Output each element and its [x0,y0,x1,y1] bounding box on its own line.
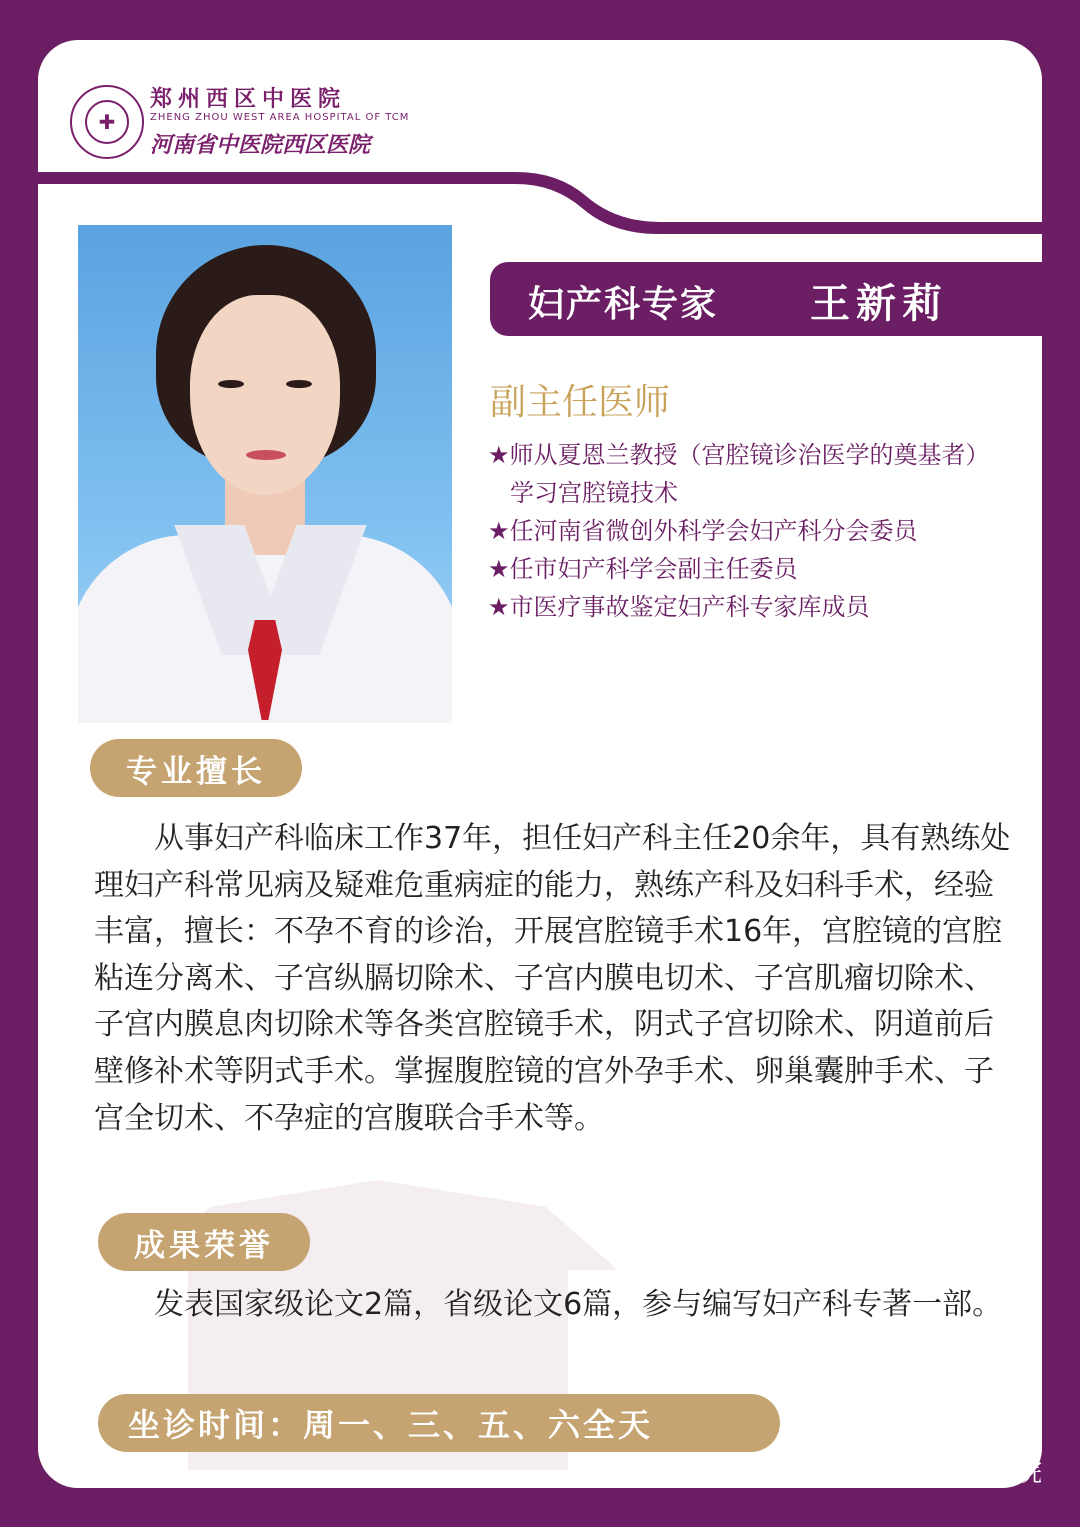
credentials-list [488,436,1038,626]
doctor-rank: 副主任医师 [490,382,671,423]
credential-item: ★市医疗事故鉴定妇产科专家库成员 [488,593,870,621]
hospital-logo [70,80,410,190]
credential-item: ★师从夏恩兰教授（宫腔镜诊治医学的奠基者） [488,441,990,469]
name-banner [490,262,1042,336]
doctor-name: 王新莉 [810,281,948,327]
achievements-heading: 成果荣誉 [98,1213,310,1271]
credential-item: ★任市妇产科学会副主任委员 [488,555,798,583]
hospital-name-cn: 郑州西区中医院 [150,86,347,112]
wechat-watermark [818,1450,1042,1490]
department-title: 妇产科专家 [528,284,719,325]
hospital-name-en: ZHENG ZHOU WEST AREA HOSPITAL OF TCM [150,112,410,123]
expertise-heading: 专业擅长 [90,739,302,797]
achievements-text: 发表国家级论文2篇，省级论文6篇，参与编写妇产科专著一部。 [154,1287,1003,1322]
wechat-icon [818,1457,852,1483]
hospital-seal-icon: ✚ [70,85,144,159]
doctor-photo [78,225,452,723]
poster-card [38,40,1042,1488]
wechat-account-name: 郑州西区中医院 [860,1457,1043,1488]
credential-item: ★任河南省微创外科学会妇产科分会委员 [488,517,918,545]
expertise-text: 从事妇产科临床工作37年，担任妇产科主任20余年，具有熟练处理妇产科常见病及疑难危重病症的能力，熟练产科及妇科手术，经验丰富，擅长：不孕不育的诊治，开展宫腔镜手术16年，宫腔镜的宫腔粘连分离术、子宫纵膈切除术、子宫内膜电切术、子宫肌瘤切除术、子宫内膜息肉切除术等各类宫腔镜手术，阴式子宫切除术、阴道前后壁修补术等阴式手术。掌握腹腔镜的宫外孕手术、卵巢囊肿手术、子宫全切术、不孕症的宫腹联合手术等。 [94,821,1011,1136]
credential-item: 学习宫腔镜技术 [510,479,678,507]
hospital-subtitle: 河南省中医院西区医院 [150,132,371,158]
schedule-banner: 坐诊时间：周一、三、五、六全天 [98,1394,780,1452]
